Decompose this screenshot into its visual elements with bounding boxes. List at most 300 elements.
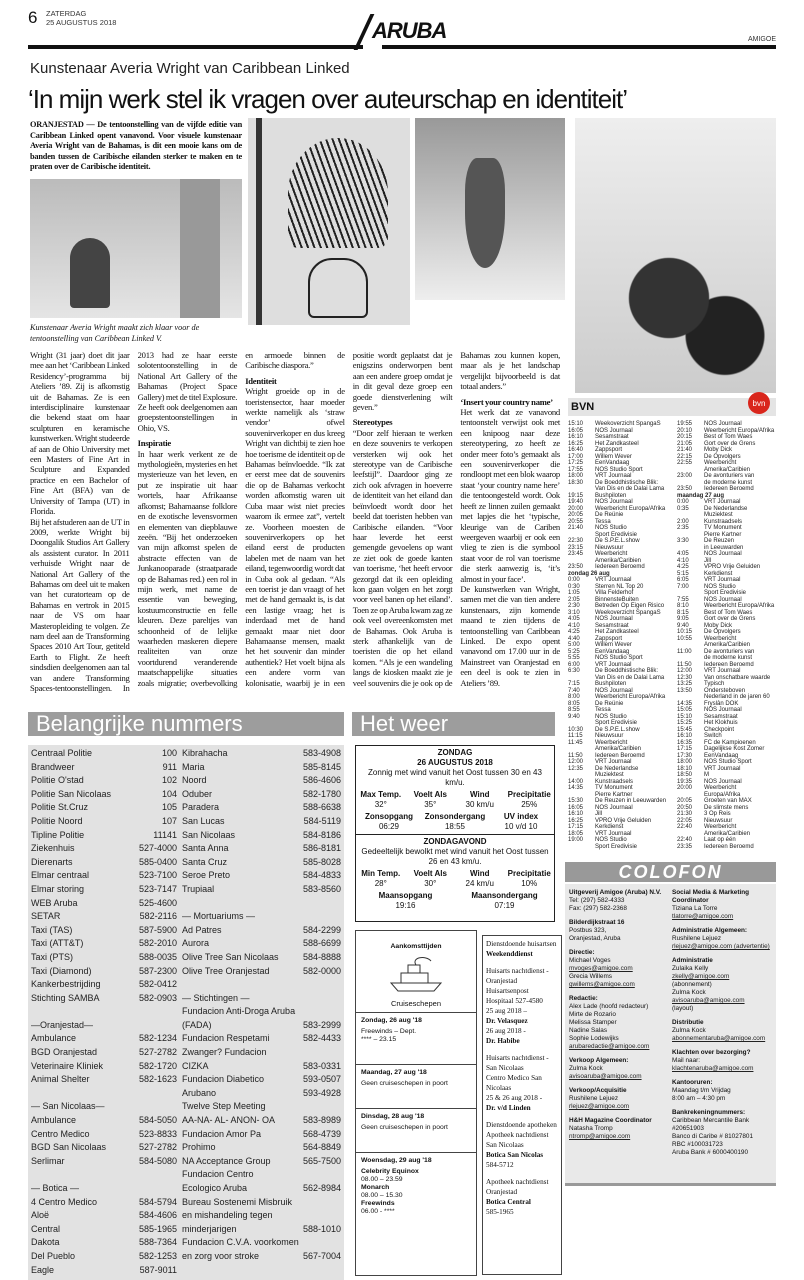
tv-time: 11:45 bbox=[568, 739, 583, 746]
tv-program: De S.P.E.L.show bbox=[595, 726, 640, 733]
article-paragraph: In haar werk verkent ze de mythologieën, mysteries en het mysterieuze van het leven, en put ze inspiratie uit haar wortels, haar Afrikaanse afkomst; Bahamaanse folklore en de exotische levensvormen en elementen van diepblauwe zeeën. “Bij het onderzoeken van mijn afkomst spelen de abstracte effecten van de Junkanooparade (straatparade op de Bahamas red.) een rol in mijn werk, met name de essentie van beweging, kostuumconstructie en felle kleuren. Deze pareltjes van schoonheid of de lelijke waarheden maskeren diepere realiteiten van onze voortdurend veranderende maatschappelijke situaties zoals migratie; overbevolking en armoede binnen de Caribische diaspora.” bbox=[137, 350, 345, 688]
phone-number-row bbox=[31, 1141, 177, 1155]
newspaper-name: AMIGOE bbox=[747, 36, 776, 43]
tv-program: VRT Journaal bbox=[704, 668, 741, 674]
phone-label: Taxi (Diamond) bbox=[31, 965, 92, 976]
tv-time: 16:05 bbox=[568, 804, 584, 811]
tv-listing-row bbox=[677, 824, 781, 837]
photo-hanging-sculpture bbox=[415, 118, 565, 300]
weather-evening-text: Gedeeltelijk bewolkt met wind vanuit het Oost tussen 26 en 43 km/u. bbox=[361, 847, 549, 866]
tv-time: 8:00 bbox=[568, 694, 580, 700]
colofon-heading: Distributie bbox=[672, 1019, 704, 1026]
phone-number: 525-4600 bbox=[138, 897, 177, 908]
tv-time: 9:40 bbox=[568, 713, 580, 720]
tv-program: De Opvolgers bbox=[704, 629, 741, 635]
phone-number-row bbox=[182, 815, 341, 829]
phone-number-row bbox=[182, 761, 341, 775]
colofon-heading: Klachten over bezorging? bbox=[672, 1049, 751, 1056]
phone-number-row bbox=[182, 1223, 341, 1237]
colofon-line: Alex Lade (hoofd redacteur) bbox=[569, 1003, 649, 1010]
weather-stat-label: Voelt Als bbox=[413, 869, 447, 878]
doctor-line: Dienstdoende huisartsen bbox=[486, 940, 557, 948]
tv-program: Nieuwsuur bbox=[704, 817, 733, 824]
doctor-line: Centro Medico San Nicolaas bbox=[486, 1074, 542, 1092]
issue-date-text: 25 AUGUSTUS 2018 bbox=[46, 18, 117, 27]
tv-time: 7:40 bbox=[568, 687, 580, 694]
weather-stat-value: 24 km/u bbox=[465, 879, 494, 888]
tv-program: VRT Journaal bbox=[595, 577, 632, 583]
tv-time: 14:35 bbox=[568, 785, 584, 791]
phone-number-row bbox=[31, 937, 177, 951]
phone-number: 585-8145 bbox=[302, 761, 341, 772]
colofon-heading: Bilderdijkstraat 16 bbox=[569, 919, 625, 926]
article-paragraph: Bij het afstuderen aan de UT in 2009, werkte Wright bij Doongalik Studios Art Gallery als assistent curator. In 2011 verhuisde Wright naar de National Art Gallery of the Bahamas om deel uit te maken van het curatorteam op de Bahamas en vertrok in 2015 naar de VS om haar Masteropleiding te volgen. Ze nam deel aan de Transforming Spaces 2010 Art Tour, getiteld Earth to Flight. Ze heeft sindsdien deelgenomen aan tal van andere Transforming Spaces-tentoonstellingen. In 2013 had ze haar eerste solotentoonstelling in de National Art Gallery of the Bahamas (Project Space Gallery) met de titel Explosure. Ze heeft ook deelgenomen aan groepstentoonstellingen in Ohio, VS. bbox=[30, 350, 238, 693]
phone-number-row bbox=[182, 747, 341, 761]
colofon-line: Postbus 323, bbox=[569, 927, 607, 934]
weather-stat-value: 10 v/d 10 bbox=[504, 822, 538, 831]
cruise-ship: Monarch bbox=[361, 1184, 390, 1191]
phone-label: Politie Noord bbox=[31, 815, 83, 826]
phone-number: 527-2782 bbox=[138, 1142, 177, 1153]
tv-listing-row bbox=[568, 837, 672, 850]
issue-date bbox=[46, 9, 116, 27]
tv-time: 11:50 bbox=[677, 661, 692, 668]
phone-label: Zwanger? Fundacion bbox=[182, 1047, 267, 1058]
tv-program: Van onschatbare waarde bbox=[704, 674, 771, 681]
phone-number: 585-1965 bbox=[138, 1223, 177, 1234]
phone-label: Noord bbox=[182, 775, 207, 786]
phone-number: 584-8186 bbox=[302, 829, 341, 840]
email-link[interactable]: tlatorre@amigoe.com bbox=[672, 913, 734, 920]
tv-time: 22:55 bbox=[677, 460, 693, 466]
tv-program: Betreden Op Eigen Risico bbox=[595, 603, 665, 609]
doctor-line: Dr. Velasquez bbox=[486, 1017, 528, 1025]
important-numbers-title: Belangrijke nummers bbox=[28, 712, 344, 736]
phone-number: 582-4433 bbox=[302, 1033, 341, 1044]
phone-number: 568-4739 bbox=[302, 1128, 341, 1139]
phone-label: Brandweer bbox=[31, 761, 75, 772]
tv-time: 23:50 bbox=[568, 564, 584, 570]
colofon-heading: Administratie bbox=[672, 957, 713, 964]
tv-program: Moby Dick bbox=[704, 622, 733, 629]
colofon-line: Mail naar: bbox=[672, 1057, 701, 1064]
phone-number: 582-1780 bbox=[302, 788, 341, 799]
colofon-line: Mirte de Rozario bbox=[569, 1011, 616, 1018]
tv-program: Willem Wever bbox=[595, 453, 632, 460]
doctor-line: Botica Central bbox=[486, 1198, 531, 1206]
colofon-block bbox=[569, 889, 669, 913]
phone-number-row bbox=[31, 1209, 177, 1223]
phone-number-row bbox=[182, 1236, 341, 1250]
tv-time: 12:35 bbox=[568, 765, 584, 772]
photo-palm-drawing bbox=[248, 118, 410, 325]
phone-number-row bbox=[31, 1250, 177, 1264]
tv-program: NOS Journaal bbox=[595, 427, 633, 434]
colofon-right bbox=[672, 889, 772, 1163]
colofon-block bbox=[569, 949, 669, 989]
phone-label: minderjarigen bbox=[182, 1223, 237, 1234]
colofon-heading: Social Media & Marketing Coordinator bbox=[672, 889, 750, 904]
tv-listing-row bbox=[568, 480, 672, 493]
issue-day: ZATERDAG bbox=[46, 9, 87, 18]
tv-program: BinnensteBuiten bbox=[595, 596, 639, 603]
tv-listing-row bbox=[677, 525, 781, 538]
colofon-line: Rushilene Lejuez bbox=[672, 935, 722, 942]
weather-stat-value: 30° bbox=[424, 879, 437, 888]
tv-time: 20:55 bbox=[568, 518, 584, 525]
tv-listing-row bbox=[677, 688, 781, 701]
phone-number: 527-4000 bbox=[138, 843, 177, 854]
cruise-subtitle: Cruiseschepen bbox=[390, 999, 442, 1008]
doctor-line: Botica San Nicolas bbox=[486, 1151, 544, 1159]
tv-time: 22:30 bbox=[568, 538, 584, 544]
tv-time: 10:15 bbox=[677, 629, 693, 635]
colofon bbox=[565, 884, 776, 1186]
phone-label: Fundacion C.V.A. voorkomen bbox=[182, 1237, 299, 1248]
weather-stat bbox=[356, 790, 406, 810]
tv-program: Iedereen Beroemd bbox=[704, 843, 754, 850]
phone-label: CIZKA bbox=[182, 1060, 209, 1071]
tv-listing-row bbox=[677, 506, 781, 519]
tv-program: De S.P.E.L.show bbox=[595, 538, 640, 544]
phone-label: Politie O'stad bbox=[31, 775, 84, 786]
doctor-line bbox=[486, 1170, 558, 1177]
phone-number-row bbox=[182, 1182, 341, 1196]
phone-number: 104 bbox=[161, 788, 177, 799]
tv-program: Willem Wever bbox=[595, 642, 632, 648]
colofon-line: 8:00 am – 4:30 pm bbox=[672, 1095, 726, 1102]
colofon-title: COLOFON bbox=[565, 862, 776, 882]
tv-program: Sterren NL Top 20 bbox=[595, 583, 644, 590]
phone-label: Arubano bbox=[182, 1087, 217, 1098]
tv-program: Iedereen Beroemd bbox=[595, 752, 645, 759]
phone-number-row bbox=[182, 774, 341, 788]
weather-stat-label: Precipitatie bbox=[507, 869, 551, 878]
weather-stat-label: Max Temp. bbox=[360, 790, 402, 799]
phone-label: Taxi (ATT&T) bbox=[31, 938, 84, 949]
email-link[interactable]: mvoges@amigoe.com bbox=[569, 965, 633, 972]
phone-number: 588-6699 bbox=[302, 938, 341, 949]
tv-program: VRT Journaal bbox=[704, 765, 741, 772]
colofon-line: Tiziana La Torre bbox=[672, 905, 718, 912]
phone-number-row bbox=[182, 1005, 341, 1019]
phone-number-row bbox=[182, 1250, 341, 1264]
cruise-ship: Freewinds bbox=[361, 1200, 395, 1207]
email-link[interactable]: ntromp@amigoe.com bbox=[569, 1133, 631, 1140]
phone-label: NA Acceptance Group bbox=[182, 1155, 271, 1166]
article-intro: ORANJESTAD — De tentoonstelling van de vijfde editie van Caribbean Linked opent vanavond. Voor visuele kunstenaar Averia Wright van de Bahamas, is dit een mooie kans om de banden tussen de Caribische eilanden sterker te maken en te praten over de Caribische identiteit. bbox=[30, 120, 242, 171]
tv-listing-row bbox=[568, 714, 672, 727]
tv-program: NOS Journaal bbox=[704, 596, 742, 603]
tv-program: VPRO Vrije Geluiden bbox=[595, 817, 652, 824]
tv-time: 16:10 bbox=[568, 811, 584, 817]
cruise-ship: Celebrity Equinox bbox=[361, 1168, 419, 1175]
tv-program: Weerbericht Europa/Afrika bbox=[595, 694, 666, 700]
email-link[interactable]: gwillems@amigoe.com bbox=[569, 981, 635, 988]
tv-time: 18:05 bbox=[568, 830, 584, 837]
doctor-line: Dr. Habibe bbox=[486, 1037, 520, 1045]
tv-time: 23:35 bbox=[677, 843, 693, 850]
phone-number-row bbox=[182, 1114, 341, 1128]
tv-program: De Nederlandse Muziektest bbox=[595, 765, 639, 778]
weather-stat-label: Min Temp. bbox=[361, 869, 401, 878]
tv-program: Sesamstraat bbox=[595, 434, 629, 440]
tv-program: FC de Kampioenen bbox=[704, 739, 756, 746]
phone-number: 564-8849 bbox=[302, 1142, 341, 1153]
phone-label: —Oranjestad— bbox=[31, 1019, 94, 1030]
email-link[interactable]: zkelly@amigoe.com bbox=[672, 973, 730, 980]
article-paragraph: De kunstwerken van Wright, samen met die van tien andere kunstenaars, zijn komende maand te zien tijdens de tentoonstelling van Caribbean Linked. De expo opent vanavond om 17.00 uur in de Mainstreet van Oranjestad en een deel is ook te zien in Ateliers ’89. bbox=[460, 583, 560, 688]
phone-label: Aurora bbox=[182, 938, 210, 949]
phone-number: 565-7500 bbox=[302, 1155, 341, 1166]
tv-listing-row bbox=[568, 525, 672, 538]
tv-program: Typisch bbox=[704, 681, 725, 687]
doctor-line: Apotheek nachtdienst San Nicolaas bbox=[486, 1131, 549, 1149]
cruise-days bbox=[361, 1012, 471, 1216]
tv-program: De Reuzen in Leeuwarden bbox=[595, 798, 667, 804]
phone-number: 586-4606 bbox=[302, 775, 341, 786]
tv-program: De Reuzen in Leeuwarden bbox=[704, 538, 744, 551]
tv-time: 15:10 bbox=[568, 421, 584, 427]
phone-label: — Mortuariums — bbox=[182, 911, 256, 922]
phone-number-row bbox=[182, 951, 341, 965]
weather-box bbox=[355, 745, 555, 922]
tv-program: NOS Studio Sport bbox=[595, 466, 643, 473]
weather-stat bbox=[356, 812, 422, 832]
phone-number-row bbox=[31, 1114, 177, 1128]
colofon-line: Melissa Stamper bbox=[569, 1019, 617, 1026]
tv-listing-row bbox=[677, 473, 781, 486]
tv-time: 4:10 bbox=[568, 622, 580, 629]
phone-number: 587-5900 bbox=[138, 924, 177, 935]
tv-program: Best of Tom Waes bbox=[704, 609, 753, 616]
weather-stat-value: 19:16 bbox=[395, 901, 416, 910]
cruise-ship: 06.00 - **** bbox=[361, 1208, 395, 1215]
article-paragraph: Het werk dat ze vanavond tentoonstelt verwijst ook met een knipoog naar deze stereotypering, zo heeft ze onder meer foto’s gemaakt als een souvenirverkoper die rondloopt met een blok waarop staat ‘your country name here’ die tentoongesteld wordt. Ook heeft ze linnen zuilen gemaakt met lapjes die het ‘typische, kleurige van de Cariben weergeven waarbij er ook een vlieg te zien is die symbool staat voor de rol van toerisme die sterk aanwezig is, ‘it’s almost in your face’. bbox=[460, 407, 560, 584]
phone-label: BGD San Nicolaas bbox=[31, 1142, 107, 1153]
email-link[interactable]: rlejuez@amigoe.com (advertentie) bbox=[672, 943, 770, 950]
cruise-divider bbox=[356, 1012, 476, 1013]
email-link[interactable]: avisoaruba@amigoe.com bbox=[569, 1073, 642, 1080]
weather-stat-label: Maansondergang bbox=[471, 891, 538, 900]
colofon-heading: Administratie Algemeen: bbox=[672, 927, 748, 934]
tv-time: 16:40 bbox=[568, 447, 584, 453]
weather-stat bbox=[488, 812, 554, 832]
article-body bbox=[30, 350, 560, 695]
tv-program: Sesamstraat bbox=[595, 622, 629, 629]
tv-time: 4:40 bbox=[568, 635, 580, 642]
article-paragraph: “Door zelf hieraan te werken en deze souvenirs te verkopen versterken wij ook het stereotype van de Caribische leefstijl”. Daardoor ging ze zich ook afvragen in hoeverre de identiteit van het eiland dan beïnvloedt wordt door het beeld dat toeristen hebben van Caribische eilanden. “Voor haar leverde het eerst gemengde gevoelens op want ze ziet ook de goede kanten van toerisme, ‘het heeft ervoor gezorgd dat ik een opleiding kon gaan volgen en het zorgt voor veel banen op het eiland’. Toen ze op Aruba kwam zag ze ook veel overeenkomsten met de Bahamas. Ook Aruba is sterk afhankelijk van de toeristen die op het eiland komen. “Als je een wandeling langs de kiosken maakt zie je veel souvenirs die je ook op de Bahamas zou kunnen kopen, maar als je het landschap vergelijkt bijvoorbeeld is dat totaal anders.” bbox=[352, 350, 560, 688]
tv-listing-row bbox=[677, 538, 781, 551]
phone-number-row bbox=[182, 1046, 341, 1060]
tv-program: EenVandaag bbox=[595, 648, 630, 655]
numbers-column-right bbox=[182, 747, 341, 1264]
tv-time: 5:15 bbox=[677, 570, 689, 577]
doctor-line: 25 & 26 aug 2018 - bbox=[486, 1094, 543, 1102]
tv-time: 17:25 bbox=[568, 460, 584, 466]
cruise-divider bbox=[356, 1064, 476, 1065]
phone-label: — San Nicolaas— bbox=[31, 1101, 105, 1112]
phone-number-row bbox=[31, 1223, 177, 1237]
tv-program: Het Zandkasteel bbox=[595, 440, 639, 447]
tv-time: 4:25 bbox=[677, 564, 689, 570]
colofon-line: Fax: (297) 582-2368 bbox=[569, 905, 627, 912]
phone-label: Fundacion Respetami bbox=[182, 1033, 270, 1044]
tv-program: Het Klokhuis bbox=[704, 720, 738, 726]
tv-time: 23:15 bbox=[568, 544, 584, 551]
tv-program: De Nederlandse Muziektest bbox=[704, 505, 748, 518]
doctor-line: 585-1965 bbox=[486, 1208, 514, 1216]
tv-program: VRT Journaal bbox=[704, 577, 741, 583]
tv-time: 21:30 bbox=[677, 811, 693, 817]
weather-stat-value: 06:29 bbox=[378, 822, 400, 831]
tv-listing-row bbox=[677, 636, 781, 649]
phone-label: Kibrahacha bbox=[182, 748, 228, 758]
phone-number: 587-9011 bbox=[139, 1264, 177, 1275]
tv-program: Weerbericht Amerika/Caribien bbox=[704, 635, 751, 648]
tv-time: 16:25 bbox=[568, 440, 584, 447]
phone-label: Politie San Nicolaas bbox=[31, 788, 112, 799]
tv-time: 2:00 bbox=[677, 518, 689, 525]
phone-label: — Botica — bbox=[31, 1183, 80, 1193]
phone-number-row bbox=[182, 1073, 341, 1087]
tv-program: De Opvolgers bbox=[704, 453, 741, 460]
phone-label: Fundacion Centro bbox=[182, 1169, 254, 1180]
phone-label: Elmar centraal bbox=[31, 870, 90, 881]
tv-time: 14:00 bbox=[568, 778, 584, 785]
tv-column-1 bbox=[568, 421, 672, 850]
tv-time: 15:25 bbox=[677, 720, 693, 726]
tv-time: 4:10 bbox=[677, 557, 689, 564]
article-subheading: Identiteit bbox=[245, 375, 277, 386]
tv-program: NOS Studio Sport Eredivisie bbox=[595, 837, 638, 850]
colofon-heading: Redactie: bbox=[569, 995, 598, 1002]
phone-number-row bbox=[31, 1168, 177, 1182]
phone-number: 582-0903 bbox=[138, 992, 177, 1003]
phone-number-row bbox=[182, 897, 341, 911]
phone-number: 582-0000 bbox=[302, 965, 341, 976]
phone-label: SETAR bbox=[31, 911, 61, 922]
tv-time: 17:55 bbox=[568, 466, 584, 473]
tv-program: Zappsport bbox=[595, 447, 623, 453]
phone-number-row bbox=[182, 978, 341, 992]
tv-program: De avonturiers van de moderne kunst bbox=[704, 648, 755, 661]
email-link[interactable]: abonnementaruba@amigoe.com bbox=[672, 1035, 766, 1042]
phone-label: Eagle bbox=[31, 1264, 55, 1275]
tv-program: Ondersteboven Nederland in de jaren 60 bbox=[704, 687, 770, 700]
tv-program: VRT Journaal bbox=[595, 830, 632, 837]
tv-time: 2:35 bbox=[677, 525, 689, 531]
colofon-block bbox=[672, 1049, 772, 1073]
colofon-heading: Verkoop/Acquisitie bbox=[569, 1087, 627, 1094]
colofon-heading: Bankrekeningnummers: bbox=[672, 1109, 746, 1116]
tv-listing-row bbox=[568, 766, 672, 779]
weather-stat-label: Maansopgang bbox=[378, 891, 433, 900]
tv-time: 15:05 bbox=[677, 707, 693, 713]
phone-number-row bbox=[182, 924, 341, 938]
tv-program: EenVandaag bbox=[704, 752, 739, 759]
colofon-block bbox=[672, 927, 772, 951]
phone-label: Centraal Politie bbox=[31, 748, 93, 758]
tv-program: Jill bbox=[704, 557, 711, 564]
doctor-line: Huisarts nachtdienst - Oranjestad bbox=[486, 967, 549, 985]
phone-number-row bbox=[31, 1196, 177, 1210]
phone-number-row bbox=[182, 883, 341, 897]
cruise-divider bbox=[356, 1108, 476, 1109]
tv-program: Iedereen Beroemd bbox=[595, 564, 645, 570]
phone-number-row bbox=[182, 1155, 341, 1169]
tv-program: De avonturiers van de moderne kunst bbox=[704, 473, 755, 486]
tv-program: De Reünie bbox=[595, 700, 624, 707]
tv-program: Sesamstraat bbox=[704, 713, 738, 720]
doctor-line: Weekenddienst bbox=[486, 950, 533, 958]
phone-label: Olive Tree San Nicolaas bbox=[182, 951, 279, 962]
tv-program: Bushpiloten bbox=[595, 492, 627, 499]
phone-number-row bbox=[31, 1019, 177, 1033]
tv-program: Zappsport bbox=[595, 635, 623, 642]
phone-number: 588-7364 bbox=[138, 1237, 177, 1248]
phone-label: Central bbox=[31, 1223, 61, 1234]
tv-program: VPRO Vrije Geluiden bbox=[704, 564, 761, 570]
tv-program: Weerbericht Europa/Afrika bbox=[704, 603, 775, 609]
tv-time: 6:00 bbox=[568, 661, 580, 668]
phone-label: Maria bbox=[182, 761, 205, 772]
colofon-line: Sophie Lodewijks bbox=[569, 1035, 619, 1042]
phone-label: Santa Anna bbox=[182, 843, 229, 854]
phone-number-row bbox=[182, 992, 341, 1006]
tv-channel-name: BVN bbox=[571, 401, 595, 413]
tv-program: NOS Studio Sport bbox=[595, 655, 643, 661]
phone-label: Taxi (TAS) bbox=[31, 924, 73, 935]
phone-number-row bbox=[182, 910, 341, 924]
tv-time: 2:30 bbox=[568, 603, 580, 609]
phone-label: Fundacion Diabetico bbox=[182, 1074, 265, 1085]
colofon-block bbox=[672, 1109, 772, 1157]
email-link[interactable]: rlejuez@amigoe.com bbox=[569, 1103, 630, 1110]
tv-time: 23:00 bbox=[677, 473, 693, 479]
email-link[interactable]: klachtenaruba@amigoe.com bbox=[672, 1065, 754, 1072]
tv-program: Weerbericht Amerika/Caribien bbox=[704, 824, 751, 837]
email-link[interactable]: avisoaruba@amigoe.com bbox=[672, 997, 745, 1004]
cruise-ship: 08.00 – 23.59 bbox=[361, 1176, 403, 1183]
section-logo: ARUBA bbox=[372, 18, 447, 43]
tv-time: 18:50 bbox=[677, 772, 693, 778]
cruise-ship: 08.00 – 15.30 bbox=[361, 1192, 403, 1199]
tv-time: 17:30 bbox=[677, 752, 693, 759]
tv-program: Kerkdienst bbox=[595, 824, 624, 830]
phone-number: 523-7147 bbox=[138, 883, 177, 894]
phone-label: Bureau Sostenemi Misbruik bbox=[182, 1196, 293, 1207]
tv-time: 7:00 bbox=[677, 583, 689, 590]
tv-time: 16:05 bbox=[568, 427, 584, 434]
tv-time: 20:05 bbox=[677, 798, 693, 804]
doctor-line: Dr. v/d Linden bbox=[486, 1104, 531, 1112]
email-link[interactable]: arubaredactie@amigoe.com bbox=[569, 1043, 650, 1050]
colofon-heading: H&H Magazine Coordinator bbox=[569, 1117, 652, 1124]
phone-label: Fundacion Amor Pa bbox=[182, 1128, 262, 1139]
doctor-line: Huisartsenpost Hospitaal 527-4580 bbox=[486, 987, 543, 1005]
photo-caption: Kunstenaar Averia Wright maakt zich klaar voor de tentoonstelling van Caribbean Linked V. bbox=[30, 323, 200, 343]
colofon-line: Nadine Salas bbox=[569, 1027, 608, 1034]
phone-number-row bbox=[31, 815, 177, 829]
tv-time: 22:05 bbox=[677, 817, 693, 824]
doctor-line: 26 aug 2018 - bbox=[486, 1027, 526, 1035]
cruise-ship-icon bbox=[386, 955, 446, 995]
phone-label: Fundacion Anti-Droga Aruba bbox=[182, 1006, 296, 1017]
phone-number-row bbox=[182, 869, 341, 883]
tv-listing-row bbox=[568, 551, 672, 564]
tv-time: 11:50 bbox=[568, 752, 583, 759]
